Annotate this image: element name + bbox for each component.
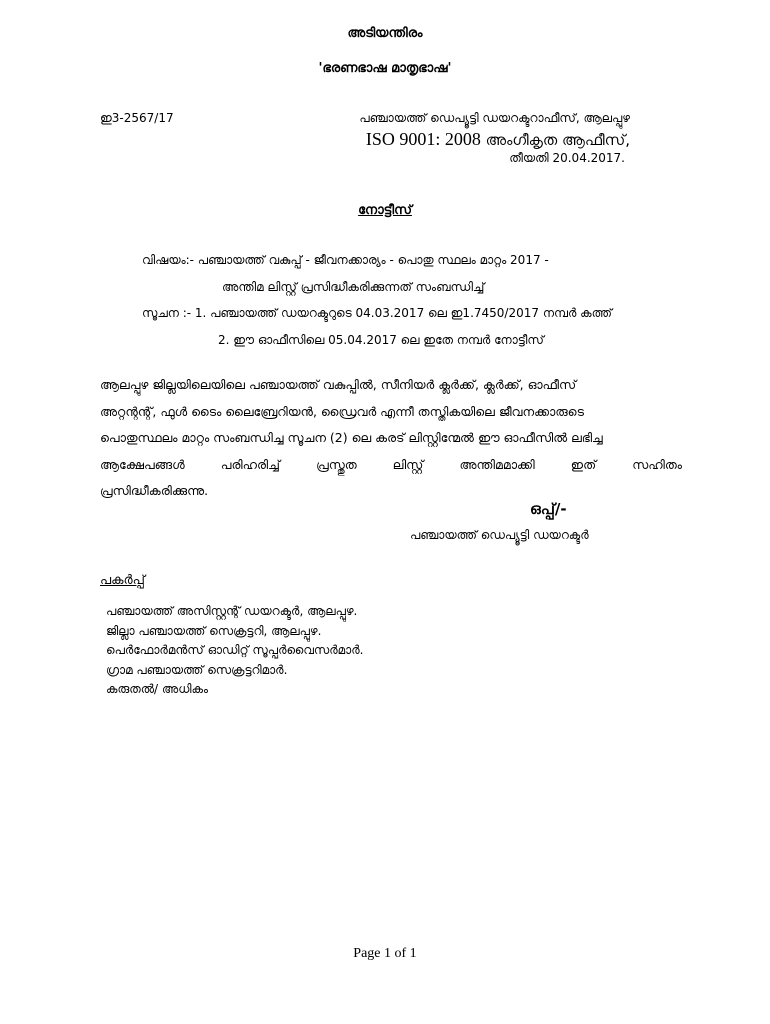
iso-certification — [366, 129, 630, 150]
copy-to-title: പകർപ്പ് — [100, 573, 145, 588]
reference-line-2: 2. ഈ ഓഫീസിലെ 05.04.2017 ലെ ഇതേ നമ്പർ നോട്ടീസ് — [218, 333, 544, 347]
header-slogan: 'ഭരണഭാഷ മാതൃഭാഷ' — [318, 61, 452, 76]
iso-code: ISO 9001: 2008 — [365, 129, 481, 149]
body-line: ആക്ഷേപങ്ങൾ പരിഹരിച്ച് പ്രസ്തുത ലിസ്റ്റ് അന്തിമമാക്കി ഇത് സഹിതം — [100, 456, 682, 472]
signatory-title: പഞ്ചായത്ത് ഡെപ്യൂട്ടി ഡയറക്ടർ — [410, 528, 589, 542]
list-item: പഞ്ചായത്ത് അസിസ്റ്റന്റ് ഡയറക്ടർ, ആലപ്പുഴ. — [106, 604, 358, 618]
subject-line-1: വിഷയം:- പഞ്ചായത്ത് വകുപ്പ് - ജീവനക്കാര്യം - പൊതു സ്ഥലം മാറ്റം 2017 - — [142, 253, 549, 267]
notice-title: നോട്ടീസ് — [358, 203, 412, 218]
body-line: പ്രസിദ്ധീകരിക്കുന്നു. — [100, 483, 209, 498]
list-item: ജില്ലാ പഞ്ചായത്ത് സെക്രട്ടറി, ആലപ്പുഴ. — [106, 623, 322, 638]
list-item: ഗ്രാമ പഞ്ചായത്ത് സെക്രട്ടറിമാർ. — [106, 662, 288, 677]
list-item: പെർഫോർമൻസ് ഓഡിറ്റ് സൂപ്പർവൈസർമാർ. — [106, 643, 364, 657]
header-title: അടിയന്തിരം — [347, 26, 423, 41]
body-line: അറ്റന്റന്റ്, ഫുൾ ടൈം ലൈബ്രേറിയൻ, ഡ്രൈവർ എന്നീ തസ്തികയിലെ ജീവനക്കാരുടെ — [100, 403, 584, 419]
copy-to-list — [106, 602, 363, 700]
list-item: കരുതൽ/ അധികം — [106, 682, 208, 696]
iso-text: അംഗീകൃത ആഫീസ്, — [480, 131, 630, 149]
reference-line-1: സൂചന :- 1. പഞ്ചായത്ത് ഡയറക്ടറുടെ 04.03.2017 ലെ ഇ1.7450/2017 നമ്പർ കത്ത് — [142, 306, 612, 320]
file-number: ഇ3-2567/17 — [100, 111, 174, 125]
body-line: ആലപ്പുഴ ജില്ലയിലെയിലെ പഞ്ചായത്ത് വകുപ്പിൽ, സീനിയർ ക്ലർക്ക്, ക്ലർക്ക്, ഓഫീസ് — [100, 377, 577, 392]
body-paragraph — [100, 372, 682, 505]
page-footer: Page 1 of 1 — [353, 946, 417, 961]
signature-mark: ഒപ്പ്/- — [530, 500, 567, 518]
body-line: പൊതുസ്ഥലം മാറ്റം സംബന്ധിച്ച സൂചന (2) ലെ കരട് ലിസ്റ്റിന്മേൽ ഈ ഓഫീസിൽ ലഭിച്ച — [100, 430, 603, 445]
office-name: പഞ്ചായത്ത് ഡെപ്യൂട്ടി ഡയറക്ടറാഫീസ്, ആലപ്പുഴ — [359, 111, 630, 125]
document-date: തീയതി 20.04.2017. — [509, 151, 625, 165]
subject-line-2: അന്തിമ ലിസ്റ്റ് പ്രസിദ്ധീകരിക്കുന്നത് സംബന്ധിച്ച് — [222, 280, 485, 294]
